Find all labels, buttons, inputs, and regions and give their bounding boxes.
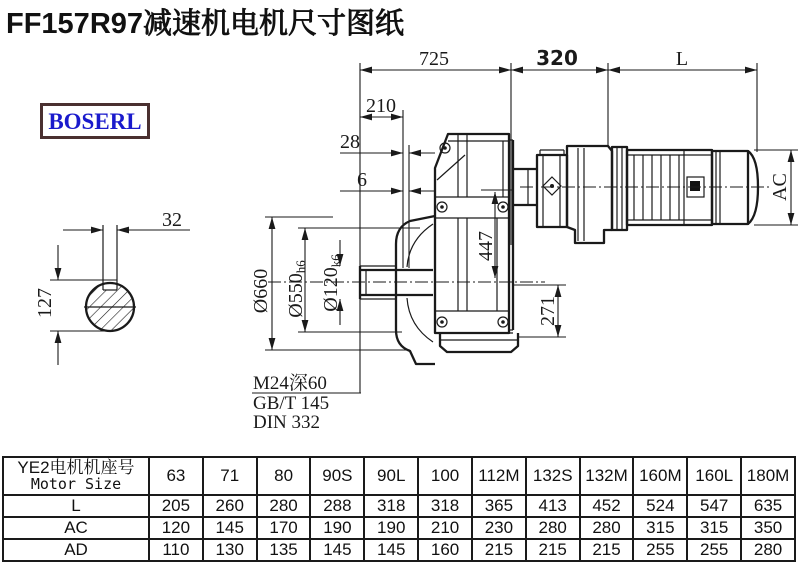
- dim-bore-tolerance: k6: [328, 254, 343, 268]
- dim-447: 447: [475, 231, 497, 261]
- frame-size-column-header: 100: [418, 457, 472, 495]
- dim-bore: Ø120: [320, 267, 342, 312]
- motor-size-header-cn: YE2电机机座号: [17, 458, 135, 478]
- dimension-value-cell: 145: [203, 517, 257, 539]
- motor-size-table: [2, 456, 796, 562]
- dimension-value-cell: 280: [580, 517, 634, 539]
- dimension-value-cell: 255: [687, 539, 741, 561]
- dimension-value-cell: 190: [364, 517, 418, 539]
- dim-127: 127: [34, 288, 56, 318]
- frame-size-column-header: 180M: [741, 457, 795, 495]
- dim-spigot-tolerance: h6: [293, 260, 308, 274]
- frame-size-column-header: 90S: [310, 457, 364, 495]
- dimension-value-cell: 280: [741, 539, 795, 561]
- frame-size-column-header: 80: [257, 457, 311, 495]
- dimension-value-cell: 210: [418, 517, 472, 539]
- dimension-value-cell: 318: [418, 495, 472, 517]
- dim-AC: AC: [769, 173, 791, 201]
- dimension-value-cell: 635: [741, 495, 795, 517]
- frame-size-column-header: 90L: [364, 457, 418, 495]
- dim-271: 271: [537, 296, 559, 326]
- dim-210: 210: [366, 95, 396, 117]
- dimension-value-cell: 260: [203, 495, 257, 517]
- dim-flange-od: Ø660: [250, 268, 272, 314]
- dimension-value-cell: 110: [149, 539, 203, 561]
- page-title: FF157R97减速机电机尺寸图纸: [6, 8, 405, 40]
- table-row: [3, 517, 795, 539]
- dimension-value-cell: 318: [364, 495, 418, 517]
- motor-size-header-en: Motor Size: [30, 475, 122, 494]
- dimension-value-cell: 350: [741, 517, 795, 539]
- dimension-value-cell: 413: [526, 495, 580, 517]
- height-dimensions: [475, 190, 566, 337]
- dimension-value-cell: 230: [472, 517, 526, 539]
- dimension-value-cell: 170: [257, 517, 311, 539]
- table-body: [3, 495, 795, 561]
- note-tap: M24深60: [253, 373, 327, 394]
- dimension-value-cell: 280: [257, 495, 311, 517]
- table-head-row: [3, 457, 795, 495]
- dimension-value-cell: 452: [580, 495, 634, 517]
- frame-size-column-header: 160M: [633, 457, 687, 495]
- thread-notes: [252, 372, 361, 433]
- frame-size-column-header: 63: [149, 457, 203, 495]
- frame-size-column-header: 160L: [687, 457, 741, 495]
- table-row: [3, 495, 795, 517]
- table-row: [3, 539, 795, 561]
- row-label: AD: [3, 539, 149, 561]
- frame-size-column-header: 112M: [472, 457, 526, 495]
- dimension-value-cell: 215: [472, 539, 526, 561]
- dimension-value-cell: 524: [633, 495, 687, 517]
- dimension-value-cell: 315: [687, 517, 741, 539]
- frame-size-column-header: 71: [203, 457, 257, 495]
- dimension-value-cell: 365: [472, 495, 526, 517]
- svg-text:Ø550h6: [285, 260, 308, 318]
- shaft-section-view: [34, 209, 190, 365]
- dimension-value-cell: 215: [526, 539, 580, 561]
- dimension-value-cell: 547: [687, 495, 741, 517]
- diameter-dimensions: [250, 217, 420, 350]
- dimension-value-cell: 160: [418, 539, 472, 561]
- note-gbt: GB/T 145: [253, 393, 330, 414]
- output-flange: [268, 216, 545, 364]
- dimension-value-cell: 130: [203, 539, 257, 561]
- dim-320: 320: [536, 46, 578, 70]
- dimension-value-cell: 205: [149, 495, 203, 517]
- dim-spigot: Ø550: [285, 273, 307, 318]
- dimension-value-cell: 145: [310, 539, 364, 561]
- dim-725: 725: [419, 48, 449, 70]
- motor-size-header-cell: [3, 457, 149, 495]
- frame-size-column-header: 132S: [526, 457, 580, 495]
- dim-6: 6: [357, 169, 367, 191]
- dimension-value-cell: 288: [310, 495, 364, 517]
- dimension-value-cell: 135: [257, 539, 311, 561]
- dimension-value-cell: 315: [633, 517, 687, 539]
- svg-text:Ø120k6: [320, 254, 343, 312]
- row-label: L: [3, 495, 149, 517]
- dim-L: L: [675, 48, 689, 70]
- frame-size-column-header: 132M: [580, 457, 634, 495]
- dimension-value-cell: 145: [364, 539, 418, 561]
- dimension-value-cell: 190: [310, 517, 364, 539]
- row-label: AC: [3, 517, 149, 539]
- dim-32: 32: [162, 209, 182, 231]
- boserl-logo-text: BOSERL: [48, 108, 142, 134]
- dimension-value-cell: 280: [526, 517, 580, 539]
- note-din: DIN 332: [253, 412, 321, 433]
- dimension-value-cell: 120: [149, 517, 203, 539]
- input-adapter: [513, 146, 612, 243]
- dimension-value-cell: 215: [580, 539, 634, 561]
- dim-28: 28: [340, 131, 360, 153]
- diamond-mark-icon: [543, 177, 561, 195]
- dimension-value-cell: 255: [633, 539, 687, 561]
